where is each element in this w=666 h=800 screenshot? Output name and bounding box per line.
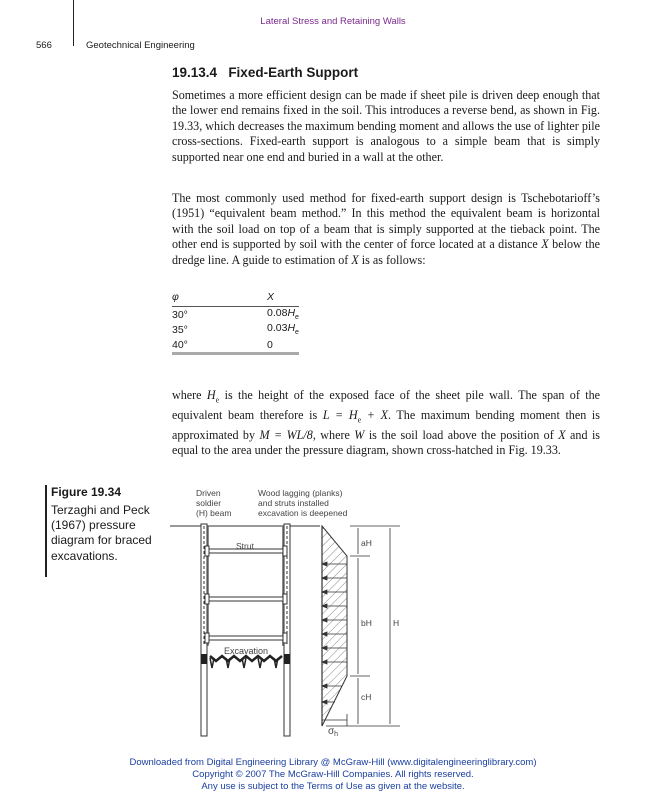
label-lagging-3: excavation is deepened <box>258 508 348 518</box>
section-number: 19.13.4 <box>172 65 218 80</box>
table-header-row <box>172 288 299 307</box>
label-cH: cH <box>361 692 372 702</box>
book-title: Geotechnical Engineering <box>86 40 195 51</box>
running-header: Lateral Stress and Retaining Walls <box>260 16 406 27</box>
figure-label: Figure 19.34 <box>51 485 122 499</box>
label-strut: Strut <box>236 541 254 551</box>
footer-line-2: Copyright © 2007 The McGraw-Hill Companies. All rights reserved. <box>192 769 474 780</box>
label-H: H <box>393 618 400 628</box>
table-row: 40° 0 <box>172 337 299 354</box>
page-number: 566 <box>36 40 52 51</box>
label-bH: bH <box>361 618 372 628</box>
label-soldier: soldier <box>196 498 222 508</box>
figure-caption: Terzaghi and Peck (1967) pressure diagram for braced excavations. <box>51 503 152 563</box>
pressure-diagram <box>322 526 347 726</box>
label-excavation: Excavation <box>224 646 269 656</box>
header-rule <box>73 0 74 46</box>
paragraph-1: Sometimes a more efficient design can be made if sheet pile is driven deep enough that the lower end remains fixed in the soil. This introduces a reverse bend, as shown in Fig. 19.33, which decreases the maximum bending moment and allows the use of lighter pile cross-sections. Fixed-earth support is analogous to a simple beam that is simply supported near one end and buried in a wall at the other. <box>172 88 600 164</box>
strut <box>205 594 287 604</box>
header-x: X <box>267 288 299 307</box>
table-row: 35° $0.03H_e$ <box>172 322 299 337</box>
label-driven: Driven <box>196 488 221 498</box>
header-phi: φ <box>172 288 267 307</box>
table-row: 30° $0.08H_e$ <box>172 307 299 322</box>
label-sigma-h: $\sigma_h$ <box>328 726 339 738</box>
label-aH: aH <box>361 538 372 548</box>
section-heading <box>172 65 358 80</box>
paragraph-3: where $H_e$ is the height of the exposed face of the sheet pile wall. The span of the equivalent beam therefore is $L = H_e + X$. The maximum bending moment then is approximated by M = WL/8, where W is the soil load above the position of X and is equal to the area under the pressure diagram, shown cross-hatched in Fig. 19.33. <box>172 388 601 458</box>
section-title: Fixed-Earth Support <box>228 65 359 80</box>
strut <box>205 633 287 643</box>
figure-bar <box>45 485 47 577</box>
label-lagging-2: and struts installed <box>258 498 329 508</box>
footer-line-3: Any use is subject to the Terms of Use as given at the website. <box>201 781 465 792</box>
paragraph-2: The most commonly used method for fixed-earth support design is Tschebotarioff’s (1951) “equivalent beam method.” In this method the equivalent beam is horizontal with the soil load on top of a beam that is simply supported at the tieback point. The other end is supported by soil with the center of force located at a distance X below the dredge line. A guide to estimation of X is as follows: <box>172 191 600 267</box>
excavation-bottom <box>201 654 290 668</box>
label-lagging-1: Wood lagging (planks) <box>258 488 343 498</box>
braced-excavation-diagram <box>170 486 430 738</box>
var-x: X <box>541 237 549 252</box>
var-x: X <box>351 252 359 267</box>
label-h-beam: (H) beam <box>196 508 232 518</box>
footer-line-1: Downloaded from Digital Engineering Library @ McGraw-Hill (www.digitalengineeringlibrary.com) <box>129 757 537 768</box>
x-estimation-table <box>172 288 299 355</box>
